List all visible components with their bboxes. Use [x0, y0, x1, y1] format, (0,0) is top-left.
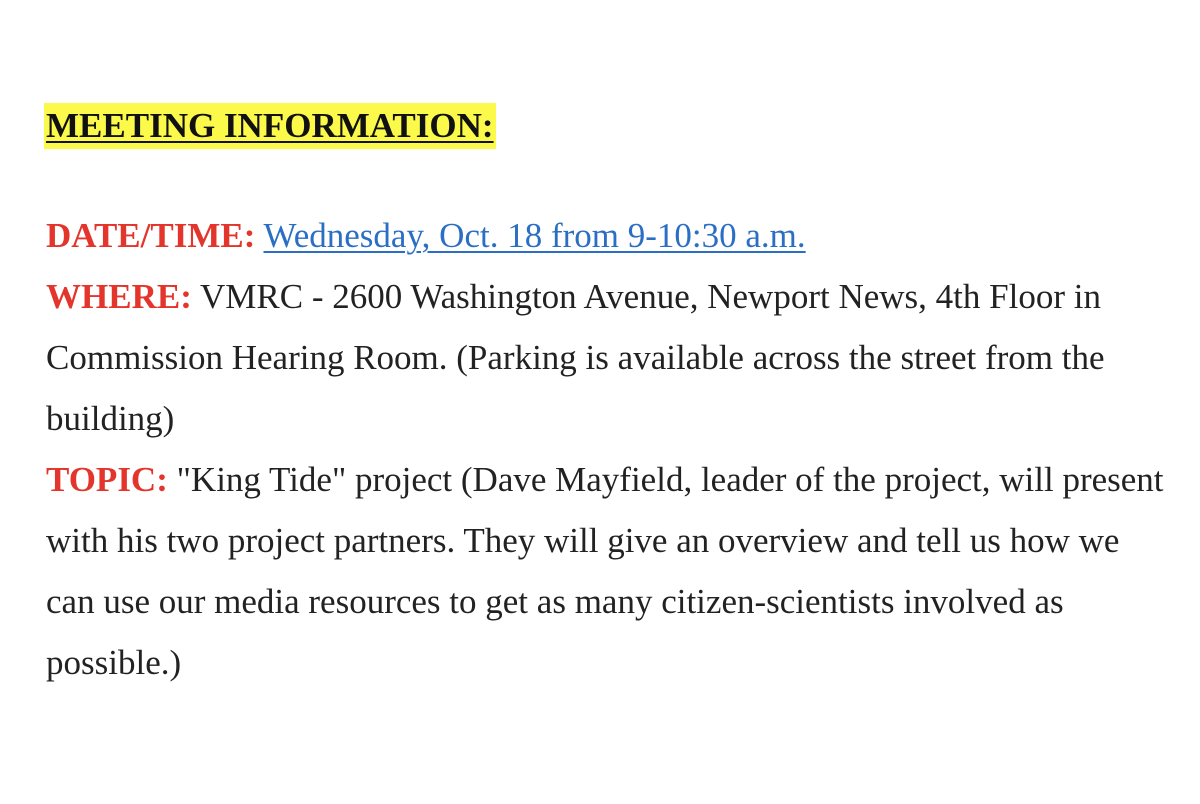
topic-label: TOPIC:: [46, 460, 168, 499]
topic-paragraph: [46, 449, 1166, 693]
topic-text: "King Tide" project (Dave Mayfield, leader of the project, will present with his two project partners. They will give an overview and tell us how we can use our media resources to get as many citizen-scientists involved as possible.): [46, 460, 1164, 682]
heading-row: [46, 95, 1166, 157]
where-label: WHERE:: [46, 277, 192, 316]
datetime-line: [46, 205, 1166, 266]
datetime-link[interactable]: Wednesday, Oct. 18 from 9-10:30 a.m.: [263, 216, 806, 255]
datetime-label: DATE/TIME:: [46, 216, 256, 255]
meeting-information-heading: MEETING INFORMATION:: [44, 103, 496, 149]
where-text: VMRC - 2600 Washington Avenue, Newport News, 4th Floor in Commission Hearing Room. (Parking is available across the street from the building): [46, 277, 1105, 438]
where-paragraph: [46, 266, 1166, 449]
meeting-info-document: [46, 95, 1166, 693]
